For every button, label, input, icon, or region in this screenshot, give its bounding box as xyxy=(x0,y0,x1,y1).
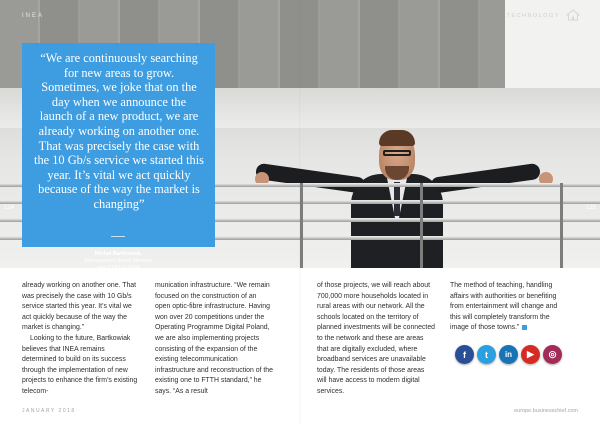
house-icon xyxy=(566,9,580,21)
page-number-right: 125 xyxy=(585,205,596,211)
facebook-icon[interactable]: f xyxy=(455,345,474,364)
paragraph-final xyxy=(450,281,568,334)
text-column-2 xyxy=(155,281,273,398)
magazine-section-left xyxy=(22,13,44,19)
glasses xyxy=(383,150,411,156)
twitter-icon[interactable]: t xyxy=(477,345,496,364)
paragraph: munication infrastructure. “We remain focused on the construction of an open optic-fibre infrastructure. Having won over 20 competitions under the Operating Programme Digital Poland, we are also implementing projects consisting of the expansion of the existing telecommunication infrastructure and reconstruction of the existing one to FTTH standard,” he says. “As a result xyxy=(155,282,273,395)
section-label: TECHNOLOGY xyxy=(506,13,560,19)
issue-date: JANUARY 2018 xyxy=(22,408,76,414)
text-column-1 xyxy=(22,281,140,398)
quote-author-role-2: and COO of INEA xyxy=(97,265,140,272)
company-name: INEA xyxy=(22,13,45,19)
quote-attribution xyxy=(32,251,205,273)
left-arm xyxy=(255,163,366,194)
youtube-icon[interactable]: ▶ xyxy=(521,345,540,364)
tie xyxy=(394,182,400,216)
hair xyxy=(379,130,415,146)
paragraph: already working on another one. That was precisely the case with 10 Gb/s service started this year. It’s vital we act quickly because of the way the market is changing.” xyxy=(22,282,137,332)
quote-author-role-1: Management Board Member xyxy=(84,258,153,265)
page-fold xyxy=(299,0,301,424)
page-number-left: 124 xyxy=(4,205,15,211)
railing-post xyxy=(420,183,423,268)
website-link[interactable]: europe.businesschief.com xyxy=(514,408,578,414)
pull-quote-text: “We are continuously searching for new areas to grow. Sometimes, we joke that on the day when we announce the launch of a new product, we are already working on another one. That was precisely the case with the 10 Gb/s service we started this year. It’s vital we act quickly because of the way the market is changing” xyxy=(34,51,204,211)
linkedin-icon[interactable]: in xyxy=(499,345,518,364)
end-mark-icon xyxy=(522,325,527,330)
text-column-4 xyxy=(450,281,568,334)
quote-author-name: Michał Bartkowiak, xyxy=(94,251,143,257)
instagram-icon[interactable]: ◎ xyxy=(543,345,562,364)
paragraph: of those projects, we will reach about 700,000 more households located in rural areas with our network. All the schools located on the territory of planned investments will be connected to the network and these are areas that are digitally excluded, where broadband services are unavailable today. The residents of those areas will have access to modern digital services. xyxy=(317,282,435,395)
right-arm xyxy=(430,163,541,194)
pull-quote-box xyxy=(22,43,215,272)
railing-post xyxy=(560,183,563,268)
paragraph-text: The method of teaching, handling affairs with authorities or benefiting from entertainment will change and this will completely transform the image of those towns.” xyxy=(450,282,558,332)
quote-divider xyxy=(111,236,125,237)
paragraph: Looking to the future, Bartkowiak believes that INEA remains determined to build on its success through the implementation of new projects to enhance the firm’s existing telecom- xyxy=(22,334,138,395)
text-column-3 xyxy=(317,281,435,398)
